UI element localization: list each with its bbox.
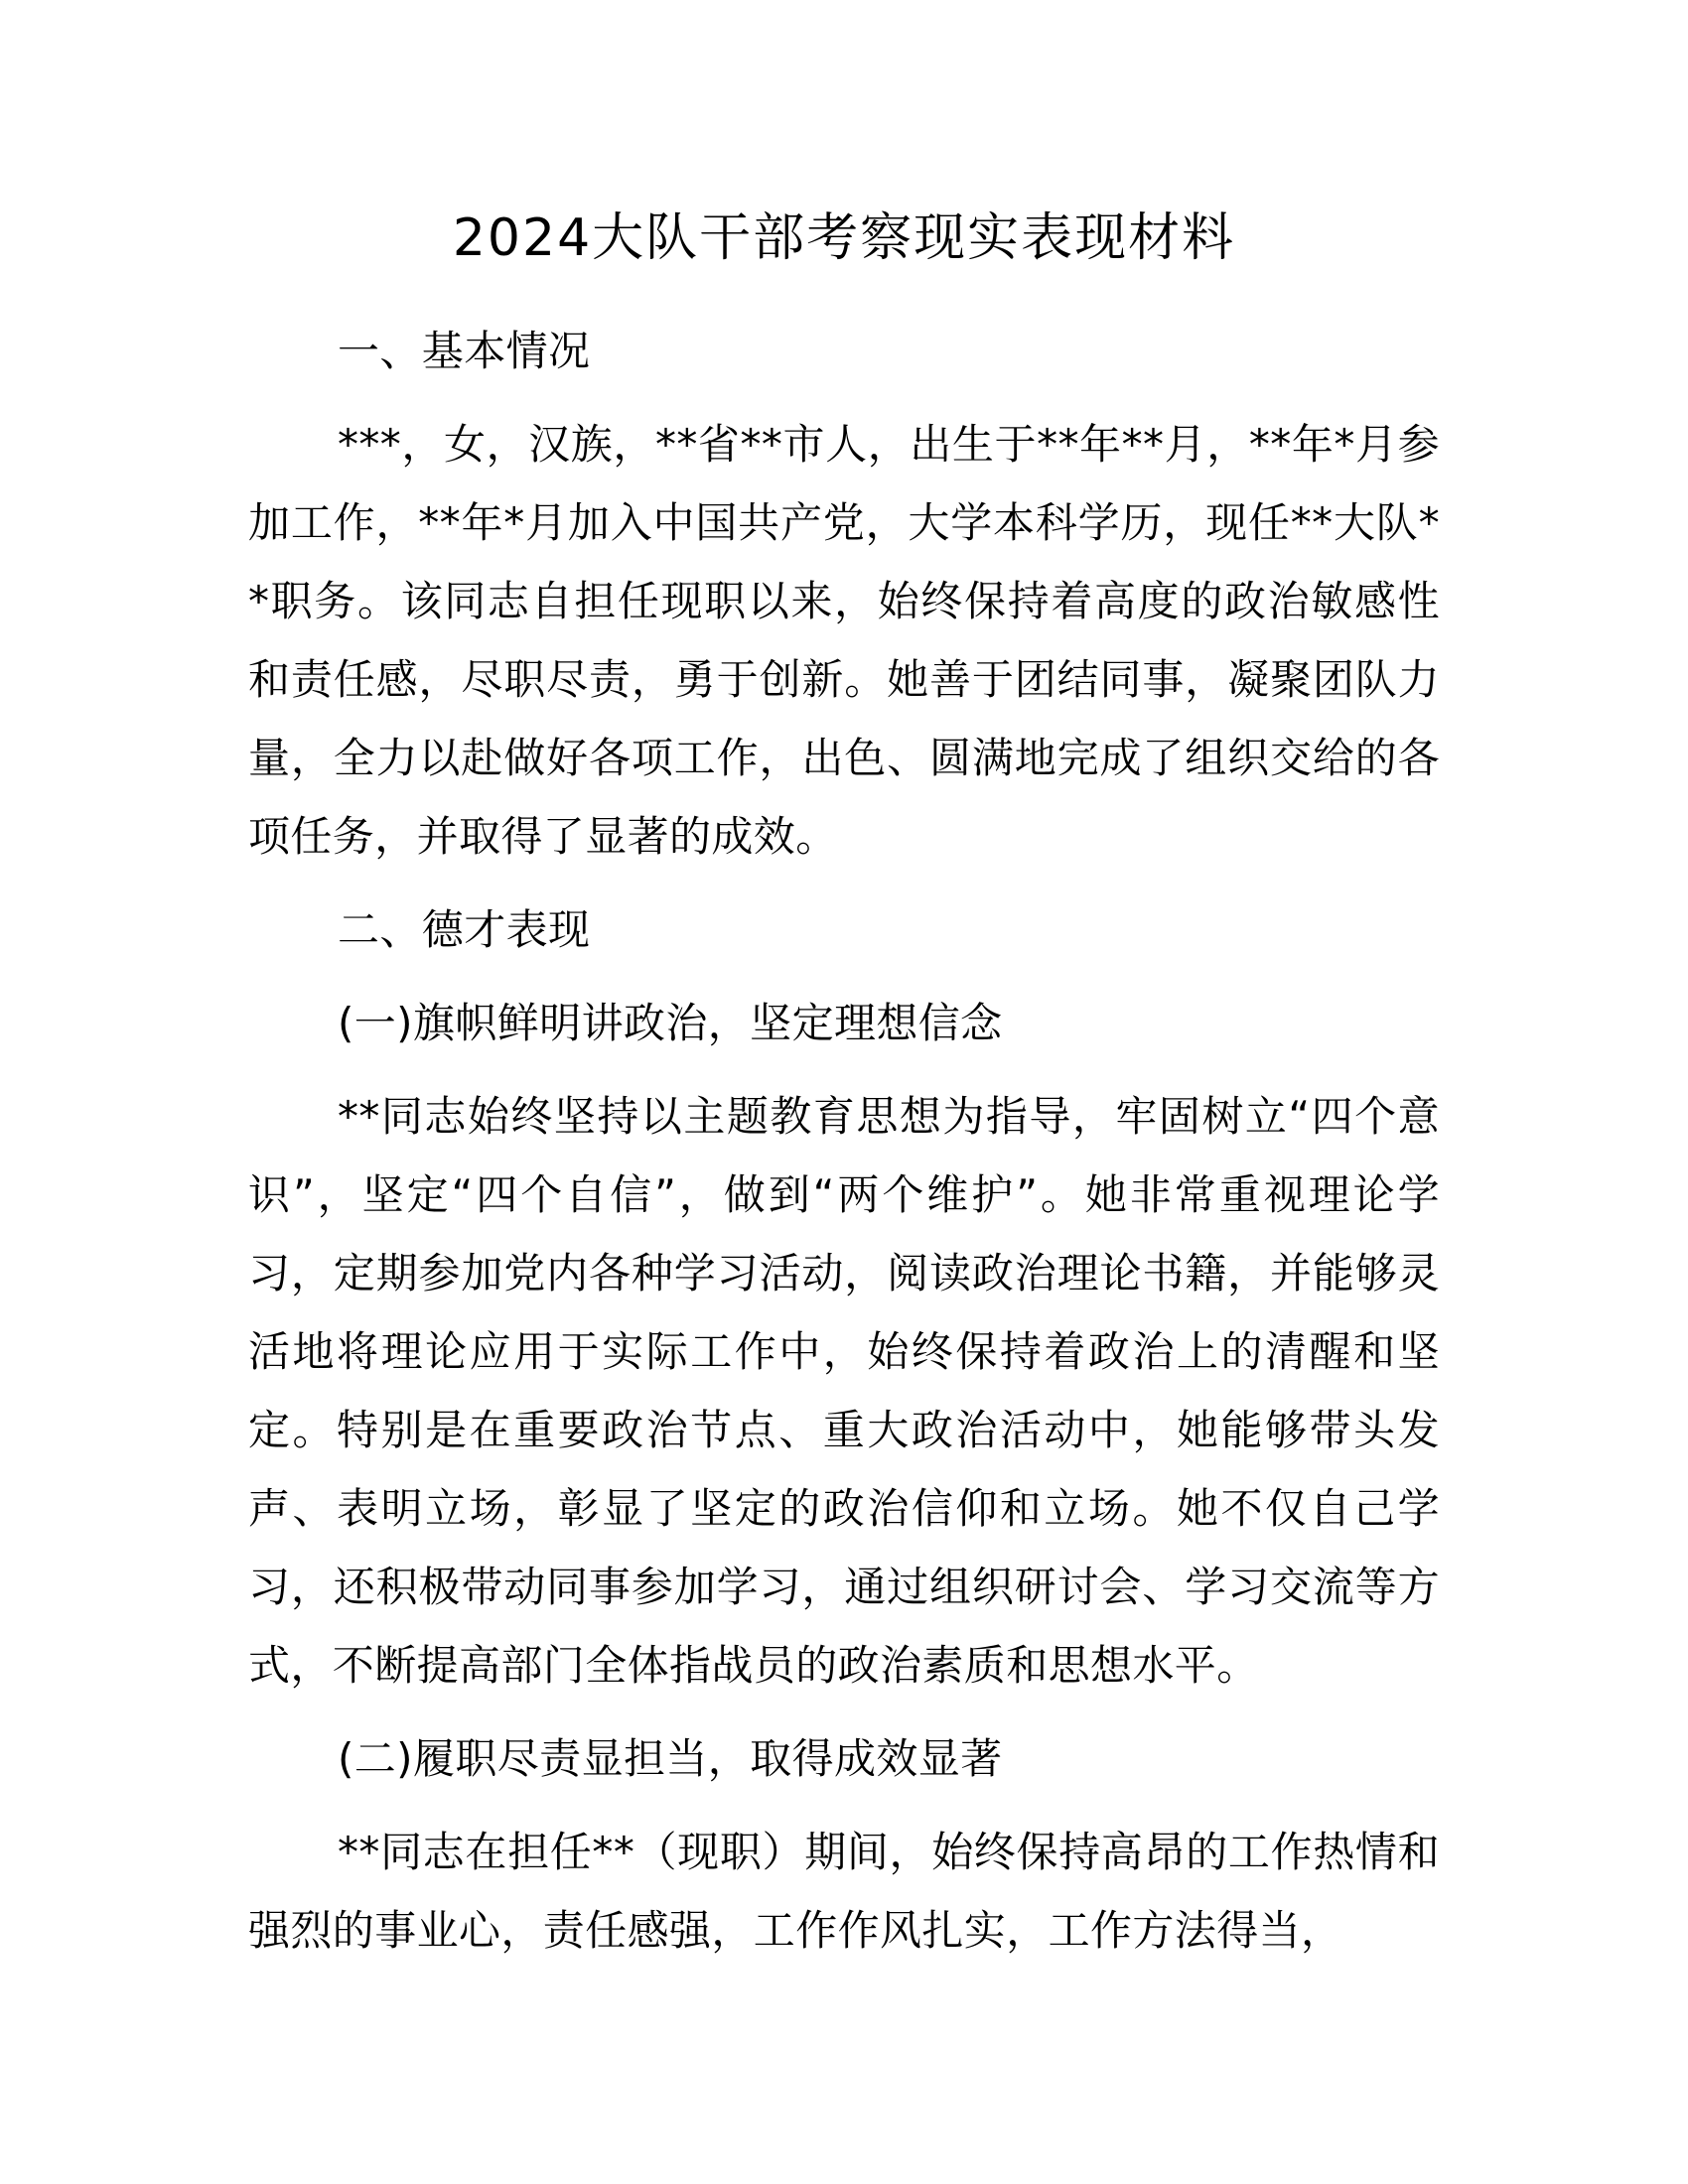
document-body [248,199,1440,1984]
subsection-heading-politics: (一)旗帜鲜明讲政治，坚定理想信念 [338,999,1003,1047]
paragraph-basic-info: ***，女，汉族，**省**市人，出生于**年**月，**年*月参加工作，**年*月加入中国共产党，大学本科学历，现任**大队**职务。该同志自担任现职以来，始终保持着高度的政治敏感性和责任感，尽职尽责，勇于创新。她善于团结同事，凝聚团队力量，全力以赴做好各项工作，出色、圆满地完成了组织交给的各项任务，并取得了显著的成效。 [248,420,1440,861]
section-heading-basic-info: 一、基本情况 [338,327,591,375]
subsection-heading-duties: (二)履职尽责显担当，取得成效显著 [338,1734,1003,1783]
paragraph-politics: **同志始终坚持以主题教育思想为指导，牢固树立“四个意识”，坚定“四个自信”，做到“两个维护”。她非常重视理论学习，定期参加党内各种学习活动，阅读政治理论书籍，并能够灵活地将理论应用于实际工作中，始终保持着政治上的清醒和坚定。特别是在重要政治节点、重大政治活动中，她能够带头发声、表明立场，彰显了坚定的政治信仰和立场。她不仅自己学习，还积极带动同事参加学习，通过组织研讨会、学习交流等方式，不断提高部门全体指战员的政治素质和思想水平。 [248,1092,1440,1690]
document-title: 2024大队干部考察现实表现材料 [452,208,1236,268]
section-heading-performance: 二、德才表现 [338,905,591,954]
paragraph-duties: **同志在担任**（现职）期间，始终保持高昂的工作热情和强烈的事业心，责任感强，工作作风扎实，工作方法得当， [248,1828,1440,1955]
